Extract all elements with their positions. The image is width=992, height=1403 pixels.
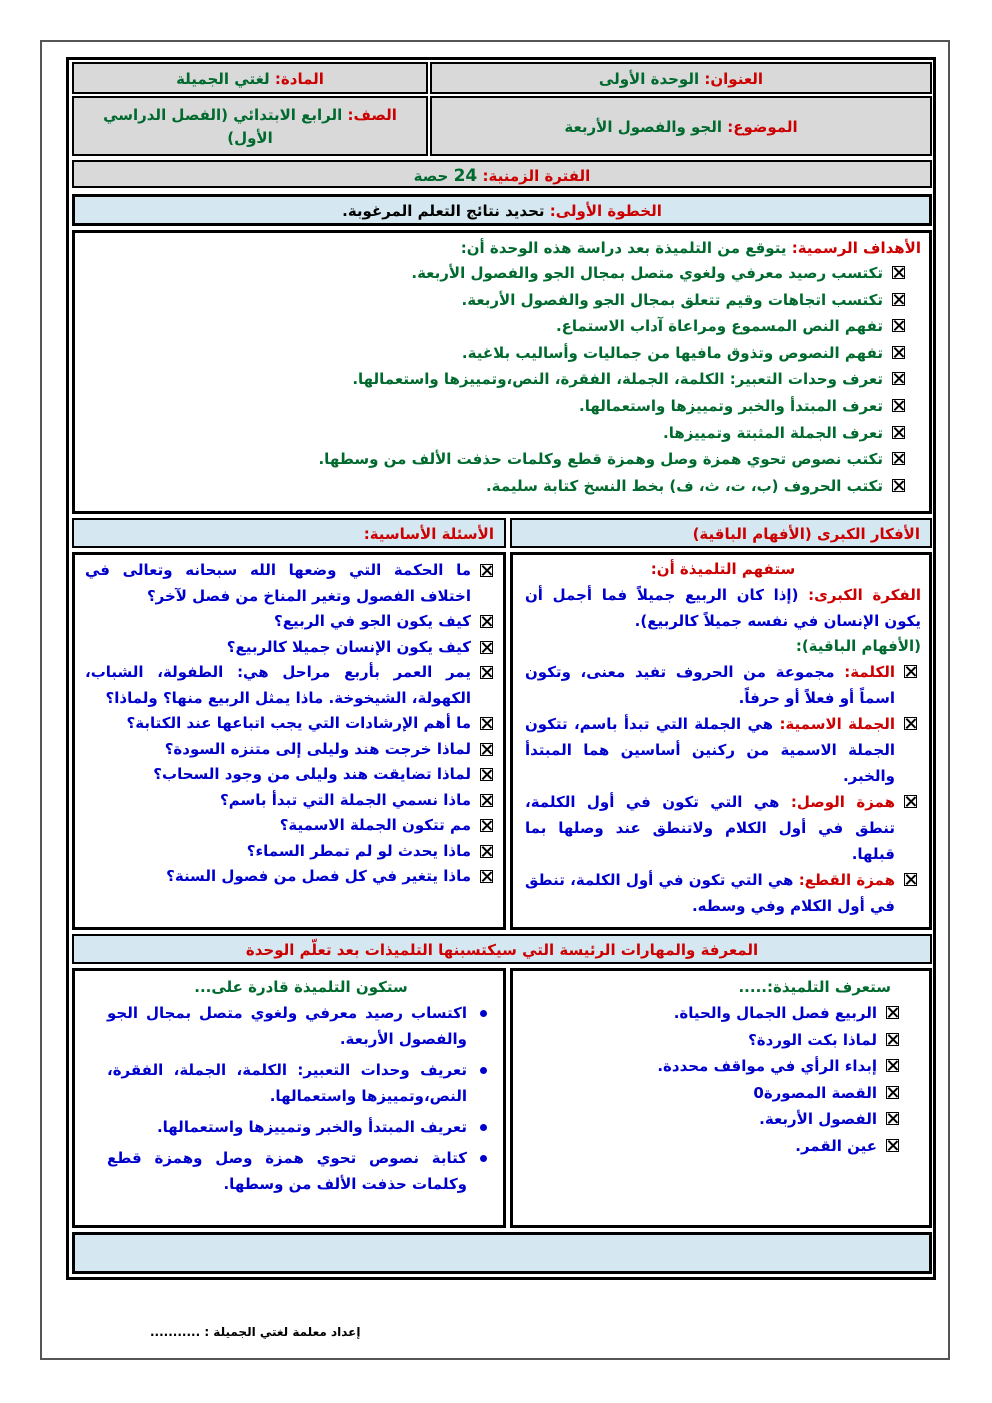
know-list [523, 1000, 903, 1160]
main-idea-label: الفكرة الكبرى: [808, 586, 921, 604]
list-item: كيف يكون الجو في الربيع؟ [85, 609, 497, 635]
topic-value: الجو والفصول الأربعة [564, 118, 723, 136]
list-item: لماذا تضايقت هند وليلى من وجود السحاب؟ [85, 762, 497, 788]
able-header: ستكون التلميذة قادرة على... [194, 978, 408, 996]
list-item: يمر العمر بأربع مراحل هي: الطفولة، الشباب، الكهولة، الشيخوخة. ماذا يمثل الربيع منها؟ ولماذا؟ [85, 660, 497, 711]
list-item: عين القمر. [523, 1133, 903, 1160]
list-item: همزة القطع: هي التي تكون في أول الكلمة، تنطق في أول الكلام وفي وسطه. [525, 867, 921, 919]
checkbox-icon [892, 319, 905, 332]
goals-label: الأهداف الرسمية: [791, 239, 921, 257]
big-ideas-intro: ستفهم التلميذة أن: [650, 560, 796, 578]
prepared-by: إعداد معلمة لغتي الجميلة : ........... [150, 1325, 361, 1339]
bullet-icon [480, 1124, 487, 1131]
title-value: الوحدة الأولى [598, 70, 700, 88]
checkbox-icon [886, 1086, 899, 1099]
grade-value: الرابع الابتدائي (الفصل الدراسي الأول) [103, 106, 343, 147]
list-item: كتابة نصوص تحوي همزة وصل وهمزة قطع وكلمات حذفت الألف من وسطها. [107, 1145, 495, 1197]
checkbox-icon [480, 615, 493, 628]
list-item: لماذا بكت الوردة؟ [523, 1027, 903, 1054]
checkbox-icon [480, 564, 493, 577]
list-item: الفصول الأربعة. [523, 1106, 903, 1133]
list-item: تعرف المبتدأ والخبر وتمييزها واستعمالها. [75, 393, 909, 420]
checkbox-icon [892, 266, 905, 279]
step-one-text: تحديد نتائج التعلم المرغوبة. [342, 202, 545, 220]
list-item: تفهم النصوص وتذوق مافيها من جماليات وأساليب بلاغية. [75, 340, 909, 367]
topic-label: الموضوع: [727, 118, 798, 136]
know-header: ستعرف التلميذة:..... [738, 978, 891, 996]
list-item: القصة المصورة0 [523, 1080, 903, 1107]
able-list [107, 1000, 495, 1197]
list-item: لماذا خرجت هند وليلى إلى متنزه السودة؟ [85, 737, 497, 763]
checkbox-icon [480, 641, 493, 654]
checkbox-icon [480, 743, 493, 756]
checkbox-icon [892, 479, 905, 492]
grade-cell [72, 96, 428, 156]
list-item: الكلمة: مجموعة من الحروف تفيد معنى، وتكون اسماً أو فعلاً أو حرفاً. [525, 659, 921, 711]
remaining-label: (الأفهام الباقية): [795, 637, 921, 655]
big-ideas-header: الأفكار الكبرى (الأفهام الباقية) [510, 518, 932, 548]
list-item: تعرف وحدات التعبير: الكلمة، الجملة، الفقرة، النص،وتمييزها واستعمالها. [75, 366, 909, 393]
skills-header: المعرفة والمهارات الرئيسة التي سيكتسبنها التلميذات بعد تعلّم الوحدة [72, 934, 932, 964]
checkbox-icon [480, 666, 493, 679]
list-item: ما أهم الإرشادات التي يجب اتباعها عند الكتابة؟ [85, 711, 497, 737]
able-cell [72, 968, 506, 1228]
checkbox-icon [886, 1006, 899, 1019]
know-cell [510, 968, 932, 1228]
period-number: 24 [453, 166, 478, 186]
subject-cell [72, 62, 428, 94]
list-item: ماذا يحدث لو لم تمطر السماء؟ [85, 839, 497, 865]
list-item: تكتسب رصيد معرفي ولغوي متصل بمجال الجو والفصول الأربعة. [75, 260, 909, 287]
subject-value: لغتي الجميلة [176, 70, 270, 88]
checkbox-icon [480, 845, 493, 858]
title-label: العنوان: [704, 70, 764, 88]
list-item: إبداء الرأي في مواقف محددة. [523, 1053, 903, 1080]
period-cell [72, 160, 932, 188]
checkbox-icon [892, 346, 905, 359]
checkbox-icon [904, 873, 917, 886]
topic-cell [430, 96, 932, 156]
questions-list [85, 558, 497, 890]
checkbox-icon [892, 452, 905, 465]
big-ideas-cell [510, 552, 932, 930]
goals-cell [72, 230, 932, 514]
period-label: الفترة الزمنية: [482, 167, 591, 185]
checkbox-icon [886, 1112, 899, 1125]
subject-label: المادة: [274, 70, 324, 88]
checkbox-icon [892, 293, 905, 306]
checkbox-icon [480, 819, 493, 832]
checkbox-icon [904, 795, 917, 808]
list-item: تعريف المبتدأ والخبر وتمييزها واستعمالها. [107, 1114, 495, 1140]
bullet-icon [480, 1067, 487, 1074]
main-idea-text: (إذا كان الربيع جميلاً فما أجمل أن يكون الإنسان في نفسه جميلاً كالربيع). [525, 586, 921, 630]
checkbox-icon [480, 794, 493, 807]
list-item: تكتب الحروف (ب، ت، ث، ف) بخط النسخ كتابة سليمة. [75, 473, 909, 500]
checkbox-icon [904, 665, 917, 678]
goals-intro: يتوقع من التلميذة بعد دراسة هذه الوحدة أن: [460, 239, 787, 257]
list-item: تكتسب اتجاهات وقيم تتعلق بمجال الجو والفصول الأربعة. [75, 287, 909, 314]
list-item: الربيع فصل الجمال والحياة. [523, 1000, 903, 1027]
questions-cell [72, 552, 506, 930]
checkbox-icon [480, 870, 493, 883]
list-item: الجملة الاسمية: هي الجملة التي تبدأ باسم، تتكون الجملة الاسمية من ركنين أساسين هما المبتدأ والخبر. [525, 711, 921, 789]
bullet-icon [480, 1010, 487, 1017]
empty-footer-row [72, 1232, 932, 1274]
period-unit: حصة [413, 167, 449, 185]
big-ideas-list [525, 659, 921, 919]
list-item: تكتب نصوص تحوي همزة وصل وهمزة قطع وكلمات حذفت الألف من وسطها. [75, 446, 909, 473]
checkbox-icon [886, 1059, 899, 1072]
bullet-icon [480, 1155, 487, 1162]
list-item: تعريف وحدات التعبير: الكلمة، الجملة، الفقرة، النص،وتمييزها واستعمالها. [107, 1057, 495, 1109]
goals-list [75, 260, 909, 499]
checkbox-icon [892, 399, 905, 412]
grade-label: الصف: [347, 106, 397, 124]
step-one-cell [72, 194, 932, 226]
list-item: كيف يكون الإنسان جميلا كالربيع؟ [85, 635, 497, 661]
list-item: تعرف الجملة المثبتة وتمييزها. [75, 420, 909, 447]
checkbox-icon [904, 717, 917, 730]
checkbox-icon [892, 426, 905, 439]
list-item: ماذا يتغير في كل فصل من فصول السنة؟ [85, 864, 497, 890]
checkbox-icon [892, 372, 905, 385]
list-item: تفهم النص المسموع ومراعاة آداب الاستماع. [75, 313, 909, 340]
title-cell [430, 62, 932, 94]
checkbox-icon [886, 1033, 899, 1046]
list-item: ما الحكمة التي وضعها الله سبحانه وتعالى في اختلاف الفصول وتغير المناخ من فصل لآخر؟ [85, 558, 497, 609]
checkbox-icon [480, 717, 493, 730]
step-one-label: الخطوة الأولى: [549, 202, 662, 220]
checkbox-icon [480, 768, 493, 781]
list-item: همزة الوصل: هي التي تكون في أول الكلمة، تنطق في أول الكلام ولاتنطق عند وصلها بما قبلها. [525, 789, 921, 867]
list-item: ماذا نسمي الجملة التي تبدأ باسم؟ [85, 788, 497, 814]
questions-header: الأسئلة الأساسية: [72, 518, 506, 548]
checkbox-icon [886, 1139, 899, 1152]
list-item: اكتساب رصيد معرفي ولغوي متصل بمجال الجو والفصول الأربعة. [107, 1000, 495, 1052]
list-item: مم تتكون الجملة الاسمية؟ [85, 813, 497, 839]
